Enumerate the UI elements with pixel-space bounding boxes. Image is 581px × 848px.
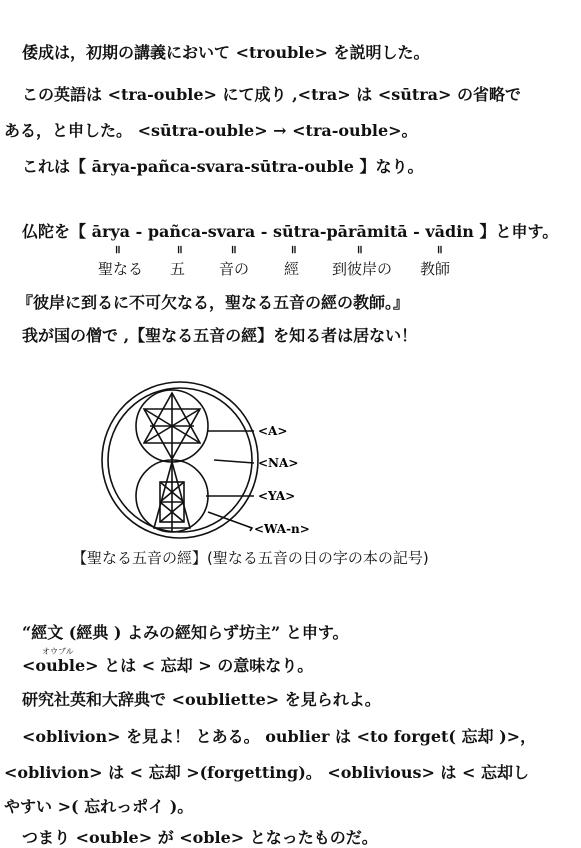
paragraph-2-line-1: 『彼岸に到るに不可欠なる，聖なる五音の經の教師。』 bbox=[17, 293, 410, 312]
paragraph-1-line-1: 倭成は，初期の講義において <trouble> を説明した。 bbox=[22, 43, 430, 62]
label-wa-n: <WA-n> bbox=[254, 522, 310, 536]
diagram-caption: 【聖なる五音の經】(聖なる五音の日の字の本の記号) bbox=[72, 549, 429, 567]
paragraph-1-line-3: ある，と申した。 <sūtra-ouble> → <tra-ouble>。 bbox=[4, 121, 418, 140]
paragraph-1-line-4: これは【 ārya-pañca-svara-sūtra-ouble 】なり。 bbox=[22, 157, 424, 176]
paragraph-3-line-2: <ouble> とは < 忘却 > の意味なり。 bbox=[22, 656, 314, 675]
paragraph-3-line-4: <oblivion> を見よ！ とある。 oublier は <to forget( 忘却 )>， bbox=[22, 727, 537, 746]
paragraph-2-line-2: 我が国の僧で ,【聖なる五音の經】を知る者は居ない！ bbox=[22, 326, 418, 345]
ruby-ouble: オウブル bbox=[42, 647, 74, 656]
equals-mark-6: ॥ bbox=[436, 243, 443, 256]
label-na: <NA> bbox=[258, 456, 299, 470]
gloss-teacher: 教師 bbox=[420, 260, 451, 278]
label-a: <A> bbox=[258, 424, 288, 438]
paragraph-3-line-1: “經文 (經典 ) よみの經知らず坊主” と申す。 bbox=[22, 623, 349, 642]
gloss-sutra: 經 bbox=[284, 260, 300, 278]
outer-circle bbox=[102, 382, 258, 538]
equals-mark-4: ॥ bbox=[290, 243, 297, 256]
gloss-sound: 音の bbox=[219, 260, 250, 278]
paragraph-3-line-3: 研究社英和大辞典で <oubliette> を見られよ。 bbox=[22, 690, 381, 709]
gloss-holy: 聖なる bbox=[98, 260, 144, 278]
paragraph-1-line-2: この英語は <tra-ouble> にて成り ,<tra> は <sūtra> の省略で bbox=[22, 85, 522, 104]
paragraph-3-line-7: つまり <ouble> が <oble> となったものだ。 bbox=[22, 828, 378, 847]
gloss-five: 五 bbox=[170, 260, 186, 278]
buddha-title-line: 仏陀を【 ārya - pañca-svara - sūtra-pārāmitā - vādin 】と申す。 bbox=[22, 222, 559, 241]
label-ya: <YA> bbox=[258, 489, 296, 503]
equals-mark-5: ॥ bbox=[356, 243, 363, 256]
paragraph-3-line-6: やすい >( 忘れっポイ )。 bbox=[4, 797, 194, 816]
equals-mark-2: ॥ bbox=[176, 243, 183, 256]
equals-mark-3: ॥ bbox=[230, 243, 237, 256]
equals-mark-1: ॥ bbox=[114, 243, 121, 256]
gloss-other-shore: 到彼岸の bbox=[332, 260, 393, 278]
paragraph-3-line-5: <oblivion> は < 忘却 >(forgetting)。 <oblivious> は < 忘却し bbox=[4, 763, 529, 782]
